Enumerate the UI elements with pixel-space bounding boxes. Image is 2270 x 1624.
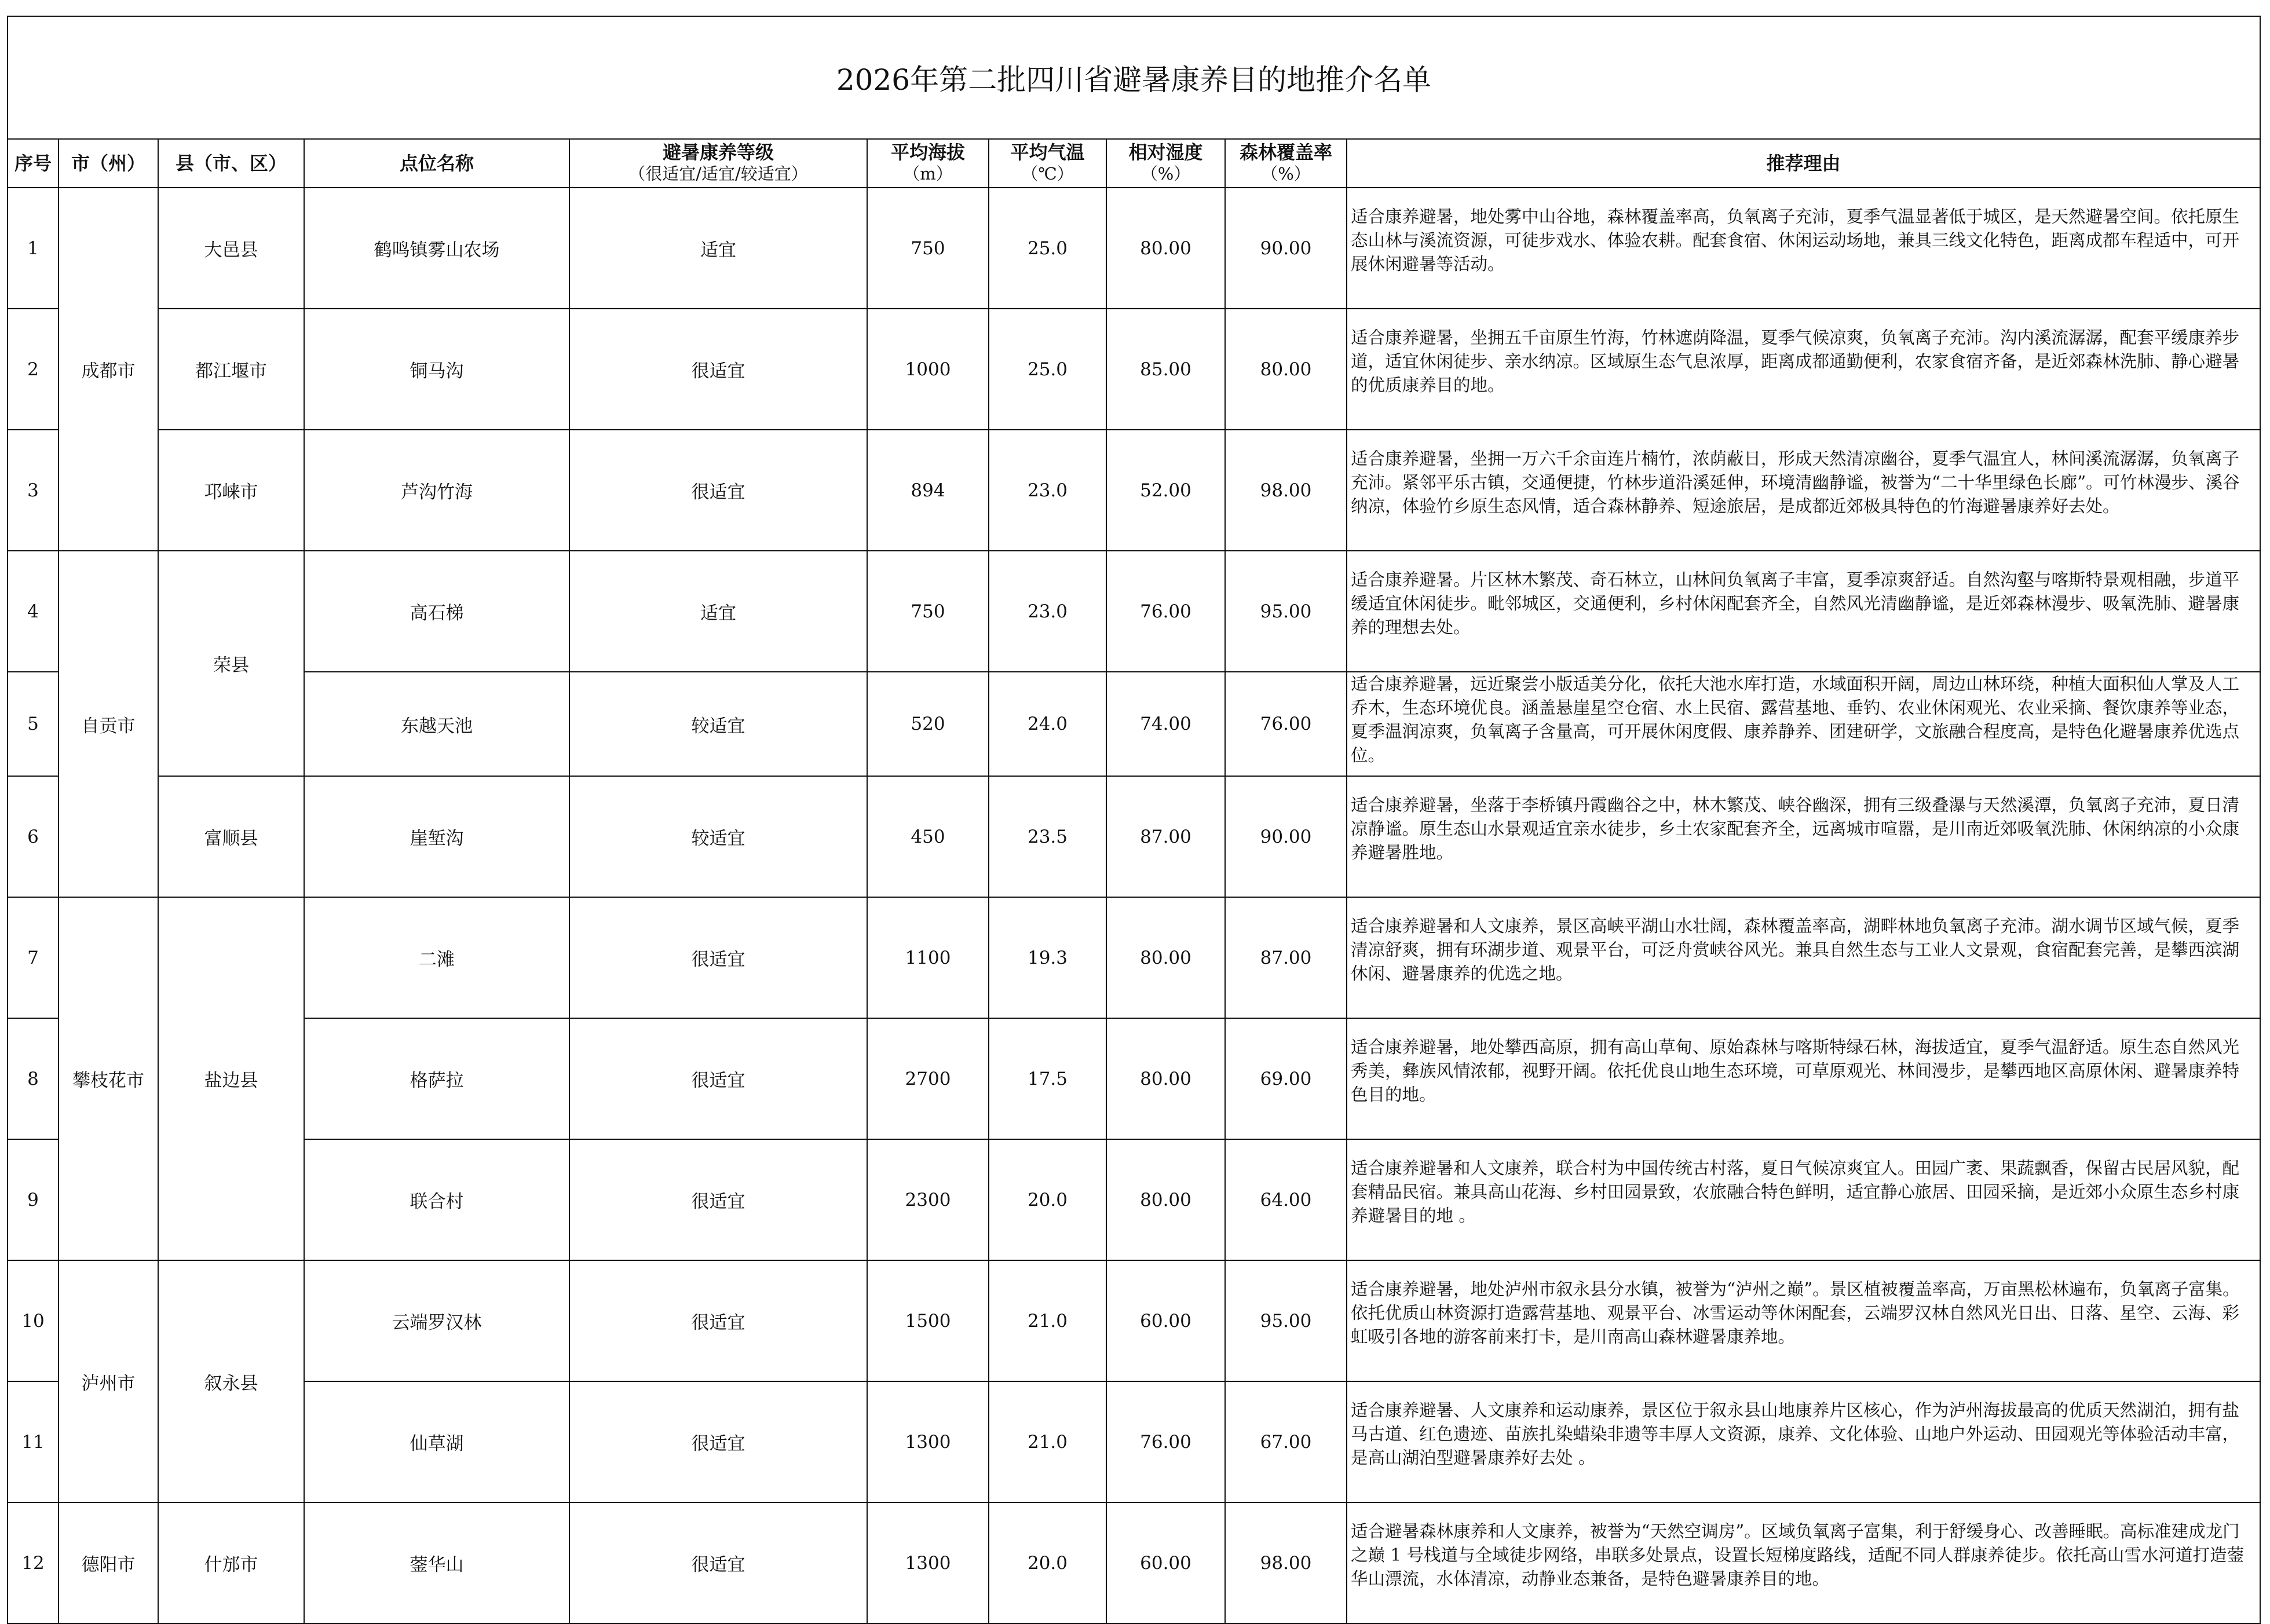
cell-county: 邛崃市 bbox=[158, 430, 304, 551]
header-seq: 序号 bbox=[8, 139, 59, 188]
header-forest bbox=[1225, 139, 1347, 188]
cell-temp: 20.0 bbox=[989, 1139, 1106, 1260]
cell-reason bbox=[1347, 672, 2260, 776]
reason-text: 适合康养避暑，远近聚尝小版适美分化，依托大池水库打造，水域面积开阔，周边山林环绕，种植大面积仙人掌及人工乔木，生态环境优良。涵盖悬崖星空仓宿、水上民宿、露营基地、垂钓、农业休闲观光、农业采摘、餐饮康养等业态，夏季温润凉爽，负氧离子含量高，可开展休闲度假、康养静养、团建研学，文旅融合程度高，是特色化避暑康养优选点位。 bbox=[1351, 674, 2240, 765]
header-temp-label: 平均气温 bbox=[1010, 141, 1085, 163]
cell-grade: 很适宜 bbox=[569, 897, 867, 1018]
reason-text: 适合康养避暑。片区林木繁茂、奇石林立，山林间负氧离子丰富，夏季凉爽舒适。自然沟壑与喀斯特景观相融，步道平缓适宜休闲徒步。毗邻城区，交通便利，乡村休闲配套齐全，自然风光清幽静谧，是近郊森林漫步、吸氧洗肺、避暑康养的理想去处。 bbox=[1351, 570, 2240, 637]
cell-humidity: 52.00 bbox=[1106, 430, 1225, 551]
cell-forest: 87.00 bbox=[1225, 897, 1347, 1018]
cell-county: 荣县 bbox=[158, 551, 304, 776]
cell-city: 自贡市 bbox=[59, 551, 158, 897]
cell-altitude: 1500 bbox=[867, 1260, 989, 1381]
header-humidity-label: 相对湿度 bbox=[1128, 141, 1203, 163]
cell-city: 成都市 bbox=[59, 188, 158, 551]
cell-county: 什邡市 bbox=[158, 1502, 304, 1623]
cell-forest: 69.00 bbox=[1225, 1018, 1347, 1139]
cell-reason bbox=[1347, 309, 2260, 430]
header-temp bbox=[989, 139, 1106, 188]
cell-forest: 95.00 bbox=[1225, 1260, 1347, 1381]
cell-temp: 21.0 bbox=[989, 1260, 1106, 1381]
cell-humidity: 60.00 bbox=[1106, 1502, 1225, 1623]
cell-seq: 6 bbox=[8, 776, 59, 897]
cell-seq: 8 bbox=[8, 1018, 59, 1139]
cell-seq: 10 bbox=[8, 1260, 59, 1381]
cell-grade: 很适宜 bbox=[569, 1260, 867, 1381]
cell-seq: 1 bbox=[8, 188, 59, 309]
cell-reason bbox=[1347, 1381, 2260, 1502]
recommendation-sheet bbox=[7, 16, 2261, 1624]
cell-site: 铜马沟 bbox=[304, 309, 569, 430]
header-humidity-unit: （%） bbox=[1141, 164, 1191, 184]
reason-text: 适合康养避暑，地处雾中山谷地，森林覆盖率高，负氧离子充沛，夏季气温显著低于城区，是天然避暑空间。依托原生态山林与溪流资源，可徒步戏水、体验农耕。配套食宿、休闲运动场地，兼具三线文化特色，距离成都车程适中，可开展休闲避暑等活动。 bbox=[1351, 207, 2240, 274]
header-site: 点位名称 bbox=[304, 139, 569, 188]
cell-site: 高石梯 bbox=[304, 551, 569, 672]
cell-seq: 2 bbox=[8, 309, 59, 430]
cell-site: 二滩 bbox=[304, 897, 569, 1018]
cell-county: 富顺县 bbox=[158, 776, 304, 897]
cell-forest: 64.00 bbox=[1225, 1139, 1347, 1260]
cell-seq: 11 bbox=[8, 1381, 59, 1502]
cell-reason bbox=[1347, 1139, 2260, 1260]
header-altitude-label: 平均海拔 bbox=[890, 141, 965, 163]
cell-temp: 24.0 bbox=[989, 672, 1106, 776]
table-row bbox=[8, 1260, 2260, 1381]
cell-grade: 很适宜 bbox=[569, 1502, 867, 1623]
cell-temp: 23.0 bbox=[989, 551, 1106, 672]
cell-forest: 67.00 bbox=[1225, 1381, 1347, 1502]
cell-altitude: 1100 bbox=[867, 897, 989, 1018]
cell-county: 叙永县 bbox=[158, 1260, 304, 1502]
cell-county: 盐边县 bbox=[158, 897, 304, 1260]
cell-temp: 19.3 bbox=[989, 897, 1106, 1018]
header-humidity bbox=[1106, 139, 1225, 188]
header-forest-label: 森林覆盖率 bbox=[1239, 141, 1332, 163]
cell-reason bbox=[1347, 1260, 2260, 1381]
cell-forest: 90.00 bbox=[1225, 776, 1347, 897]
header-row bbox=[8, 139, 2260, 188]
header-grade-label: 避暑康养等级 bbox=[662, 141, 774, 163]
cell-grade: 适宜 bbox=[569, 188, 867, 309]
cell-grade: 很适宜 bbox=[569, 1139, 867, 1260]
cell-reason bbox=[1347, 1018, 2260, 1139]
cell-forest: 80.00 bbox=[1225, 309, 1347, 430]
table-title: 2026年第二批四川省避暑康养目的地推介名单 bbox=[8, 16, 2260, 139]
cell-site: 云端罗汉林 bbox=[304, 1260, 569, 1381]
table-row bbox=[8, 776, 2260, 897]
reason-text: 适合康养避暑和人文康养，联合村为中国传统古村落，夏日气候凉爽宜人。田园广袤、果蔬飘香，保留古民居风貌，配套精品民宿。兼具高山花海、乡村田园景致，农旅融合特色鲜明，适宜静心旅居、田园采摘，是近郊小众原生态乡村康养避暑目的地 。 bbox=[1351, 1158, 2240, 1226]
cell-grade: 适宜 bbox=[569, 551, 867, 672]
cell-seq: 4 bbox=[8, 551, 59, 672]
table-row bbox=[8, 430, 2260, 551]
cell-seq: 5 bbox=[8, 672, 59, 776]
table-row bbox=[8, 1139, 2260, 1260]
destination-table bbox=[7, 16, 2261, 1624]
reason-text: 适合康养避暑、人文康养和运动康养，景区位于叙永县山地康养片区核心，作为泸州海拔最高的优质天然湖泊，拥有盐马古道、红色遗迹、苗族扎染蜡染非遗等丰厚人文资源，康养、文化体验、山地户外运动、田园观光等体验活动丰富，是高山湖泊型避暑康养好去处 。 bbox=[1351, 1400, 2240, 1468]
cell-temp: 23.5 bbox=[989, 776, 1106, 897]
cell-altitude: 1000 bbox=[867, 309, 989, 430]
cell-temp: 25.0 bbox=[989, 309, 1106, 430]
cell-site: 东越天池 bbox=[304, 672, 569, 776]
table-row bbox=[8, 1018, 2260, 1139]
header-county: 县（市、区） bbox=[158, 139, 304, 188]
table-row bbox=[8, 897, 2260, 1018]
cell-altitude: 520 bbox=[867, 672, 989, 776]
cell-site: 蓥华山 bbox=[304, 1502, 569, 1623]
cell-site: 格萨拉 bbox=[304, 1018, 569, 1139]
cell-humidity: 80.00 bbox=[1106, 897, 1225, 1018]
cell-forest: 90.00 bbox=[1225, 188, 1347, 309]
reason-text: 适合康养避暑，地处泸州市叙永县分水镇，被誉为“泸州之巅”。景区植被覆盖率高，万亩黑松林遍布，负氧离子富集。依托优质山林资源打造露营基地、观景平台、冰雪运动等休闲配套，云端罗汉林自然风光日出、日落、星空、云海、彩虹吸引各地的游客前来打卡，是川南高山森林避暑康养地。 bbox=[1351, 1279, 2240, 1347]
cell-humidity: 60.00 bbox=[1106, 1260, 1225, 1381]
table-row bbox=[8, 1381, 2260, 1502]
cell-humidity: 87.00 bbox=[1106, 776, 1225, 897]
cell-county: 都江堰市 bbox=[158, 309, 304, 430]
cell-city: 攀枝花市 bbox=[59, 897, 158, 1260]
reason-text: 适合康养避暑，坐落于李桥镇丹霞幽谷之中，林木繁茂、峡谷幽深，拥有三级叠瀑与天然溪潭，负氧离子充沛，夏日清凉静谧。原生态山水景观适宜亲水徒步，乡土农家配套齐全，远离城市喧嚣，是川南近郊吸氧洗肺、休闲纳凉的小众康养避暑胜地。 bbox=[1351, 795, 2240, 862]
cell-humidity: 76.00 bbox=[1106, 551, 1225, 672]
cell-altitude: 750 bbox=[867, 188, 989, 309]
cell-grade: 较适宜 bbox=[569, 672, 867, 776]
cell-grade: 很适宜 bbox=[569, 1381, 867, 1502]
cell-humidity: 85.00 bbox=[1106, 309, 1225, 430]
cell-altitude: 2300 bbox=[867, 1139, 989, 1260]
cell-humidity: 80.00 bbox=[1106, 1139, 1225, 1260]
reason-text: 适合康养避暑，坐拥五千亩原生竹海，竹林遮荫降温，夏季气候凉爽，负氧离子充沛。沟内溪流潺潺，配套平缓康养步道，适宜休闲徒步、亲水纳凉。区域原生态气息浓厚，距离成都通勤便利，农家食宿齐备，是近郊森林洗肺、静心避暑的优质康养目的地。 bbox=[1351, 328, 2240, 395]
cell-seq: 9 bbox=[8, 1139, 59, 1260]
cell-county: 大邑县 bbox=[158, 188, 304, 309]
cell-humidity: 80.00 bbox=[1106, 188, 1225, 309]
cell-grade: 很适宜 bbox=[569, 309, 867, 430]
cell-altitude: 894 bbox=[867, 430, 989, 551]
cell-temp: 17.5 bbox=[989, 1018, 1106, 1139]
table-row bbox=[8, 551, 2260, 672]
cell-site: 鹤鸣镇雾山农场 bbox=[304, 188, 569, 309]
cell-forest: 76.00 bbox=[1225, 672, 1347, 776]
cell-humidity: 80.00 bbox=[1106, 1018, 1225, 1139]
cell-humidity: 74.00 bbox=[1106, 672, 1225, 776]
reason-text: 适合康养避暑和人文康养，景区高峡平湖山水壮阔，森林覆盖率高，湖畔林地负氧离子充沛。湖水调节区域气候，夏季清凉舒爽，拥有环湖步道、观景平台，可泛舟赏峡谷风光。兼具自然生态与工业人文景观，食宿配套完善，是攀西滨湖休闲、避暑康养的优选之地。 bbox=[1351, 916, 2240, 983]
cell-city: 泸州市 bbox=[59, 1260, 158, 1502]
reason-text: 适合康养避暑，地处攀西高原，拥有高山草甸、原始森林与喀斯特绿石林，海拔适宜，夏季气温舒适。原生态自然风光秀美，彝族风情浓郁，视野开阔。依托优良山地生态环境，可草原观光、林间漫步，是攀西地区高原休闲、避暑康养特色目的地。 bbox=[1351, 1037, 2240, 1104]
cell-temp: 21.0 bbox=[989, 1381, 1106, 1502]
cell-reason bbox=[1347, 188, 2260, 309]
cell-city: 德阳市 bbox=[59, 1502, 158, 1623]
header-altitude bbox=[867, 139, 989, 188]
header-grade-sub: （很适宜/适宜/较适宜） bbox=[628, 164, 808, 184]
reason-text: 适合避暑森林康养和人文康养，被誉为“天然空调房”。区域负氧离子富集，利于舒缓身心、改善睡眠。高标准建成龙门之巅 1 号栈道与全域徒步网络，串联多处景点，设置长短梯度路线，适配不同人群康养徒步。依托高山雪水河道打造蓥华山漂流，水体清凉，动静业态兼备，是特色避暑康养目的地。 bbox=[1351, 1521, 2245, 1589]
cell-humidity: 76.00 bbox=[1106, 1381, 1225, 1502]
cell-temp: 23.0 bbox=[989, 430, 1106, 551]
cell-grade: 很适宜 bbox=[569, 1018, 867, 1139]
cell-reason bbox=[1347, 1502, 2260, 1623]
cell-site: 崖堑沟 bbox=[304, 776, 569, 897]
cell-forest: 98.00 bbox=[1225, 1502, 1347, 1623]
cell-altitude: 1300 bbox=[867, 1502, 989, 1623]
cell-site: 仙草湖 bbox=[304, 1381, 569, 1502]
header-temp-unit: （℃） bbox=[1021, 164, 1074, 184]
cell-altitude: 2700 bbox=[867, 1018, 989, 1139]
table-row bbox=[8, 309, 2260, 430]
cell-temp: 20.0 bbox=[989, 1502, 1106, 1623]
title-row bbox=[8, 16, 2260, 139]
cell-seq: 7 bbox=[8, 897, 59, 1018]
header-altitude-unit: （m） bbox=[903, 164, 953, 184]
header-forest-unit: （%） bbox=[1261, 164, 1311, 184]
cell-forest: 95.00 bbox=[1225, 551, 1347, 672]
cell-forest: 98.00 bbox=[1225, 430, 1347, 551]
cell-altitude: 1300 bbox=[867, 1381, 989, 1502]
cell-site: 联合村 bbox=[304, 1139, 569, 1260]
cell-site: 芦沟竹海 bbox=[304, 430, 569, 551]
cell-altitude: 450 bbox=[867, 776, 989, 897]
cell-grade: 很适宜 bbox=[569, 430, 867, 551]
cell-grade: 较适宜 bbox=[569, 776, 867, 897]
cell-temp: 25.0 bbox=[989, 188, 1106, 309]
cell-reason bbox=[1347, 551, 2260, 672]
header-reason: 推荐理由 bbox=[1347, 139, 2260, 188]
cell-seq: 12 bbox=[8, 1502, 59, 1623]
table-row bbox=[8, 672, 2260, 776]
header-city: 市（州） bbox=[59, 139, 158, 188]
header-grade bbox=[569, 139, 867, 188]
table-row bbox=[8, 1502, 2260, 1623]
cell-reason bbox=[1347, 897, 2260, 1018]
cell-altitude: 750 bbox=[867, 551, 989, 672]
table-row bbox=[8, 188, 2260, 309]
cell-reason bbox=[1347, 430, 2260, 551]
cell-seq: 3 bbox=[8, 430, 59, 551]
cell-reason bbox=[1347, 776, 2260, 897]
reason-text: 适合康养避暑，坐拥一万六千余亩连片楠竹，浓荫蔽日，形成天然清凉幽谷，夏季气温宜人，林间溪流潺潺，负氧离子充沛。紧邻平乐古镇，交通便捷，竹林步道沿溪延伸，环境清幽静谧，被誉为“二十华里绿色长廊”。可竹林漫步、溪谷纳凉，体验竹乡原生态风情，适合森林静养、短途旅居，是成都近郊极具特色的竹海避暑康养好去处。 bbox=[1351, 449, 2240, 516]
